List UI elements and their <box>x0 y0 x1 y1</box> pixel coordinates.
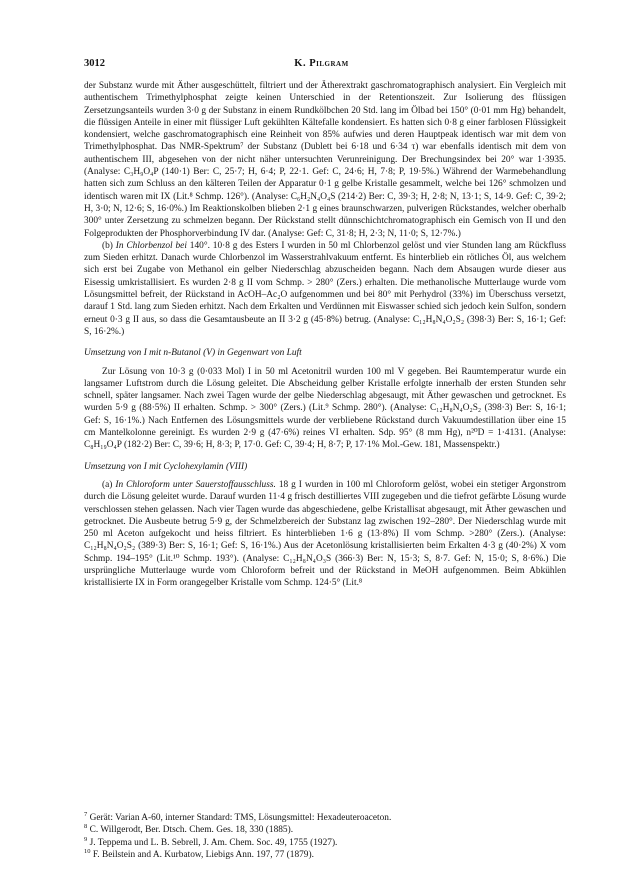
paragraph-4-text: 18 g I wurden in 100 ml Chloroform gelöst, wobei ein stetiger Argonstrom durch die Lösung geleitet wurde. Darauf wurden 11·4 g frisch destilliertes VIII zugegeben und die tiefrot gefärbte Lösung wurde verschlossen stehen gelassen. Nach vier Tagen wurde das abgeschiedene, gelbe Kristallisat abgesaugt, mit Äther gewaschen und getrocknet. Die Ausbeute betrug 5·9 g, der Schmelzbereich der Substanz lag zwischen 192–280°. Der Niederschlag wurde mit 250 ml Aceton aufgekocht und heiss filtriert. Es hinterblieben 1·6 g (13·8%) II vom Schmp. >280° (Zers.). (Analyse: C₁₂H₈N₄O₂S₂ (389·3) Ber: S, 16·1; Gef: S, 16·1%.) Aus der Acetonlösung kristallisierten beim Erkalten 4·3 g (40·2%) X vom Schmp. 194–195° (Lit.¹⁰ Schmp. 193°). (Analyse: C₁₂H₈N₄O₃S (366·3) Ber: N, 15·3; S, 8·7. Gef: N, 15·0; S, 8·6%.) Die ursprüngliche Mutterlauge wurde vom Chloroform befreit und der Rückstand in MeOH aufgenommen. Beim Abkühlen kristallisierte IX in Form orangegelber Kristalle vom Schmp. 124·5° (Lit.⁸ <box>84 479 566 589</box>
footnote <box>84 824 566 836</box>
paragraph-2-text: 140°. 10·8 g des Esters I wurden in 50 ml Chlorbenzol gelöst und vier Stunden lang am Rückfluss zum Sieden erhitzt. Danach wurde Chlorbenzol im Wasserstrahlvakuum entfernt. Es hinterblieb ein rötliches Öl, aus welchem sich erst bei Zugabe von Methanol ein gelber Niederschlag abzuscheiden begann. Nach dem Absaugen wurde dieser aus Eisessig umkristallisiert. Es wurden 2·8 g II vom Schmp. > 280° (Zers.) erhalten. Die methanolische Mutterlauge wurde vom Lösungsmittel befreit, der Rückstand in AcOH–Ac₂O aufgenommen und bei 80° mit Perhydrol (33%) im Überschuss versetzt, darauf 1 Std. lang zum Sieden erhitzt. Nach dem Erkalten und Verdünnen mit Eiswasser schied sich jedoch kein Sulfon, sondern erneut 0·3 g II aus, so dass die Gesamtausbeute an II 3·2 g (45·8%) betrug. (Analyse: C₁₂H₈N₄O₂S₂ (398·3) Ber: S, 16·1; Gef: S, 16·2%.) <box>84 240 567 337</box>
paragraph-1: der Substanz wurde mit Äther ausgeschüttelt, filtriert und der Ätherextrakt gaschromatographisch analysiert. Ein Vergleich mit authentischem Trimethylphosphat zeigte keinen Unterschied in der Retentionszeit. Zur Isolierung des flüssigen Zersetzungsanteils wurden 3·0 g der Substanz in einem Rundkölbchen 20 Std. lang im Ölbad bei 150° (0·01 mm Hg) behandelt, die flüssigen Anteile in einer mit flüssiger Luft gekühlten Kältefalle kondensiert. Es hatten sich 0·8 g einer farblosen Flüssigkeit kondensiert, welche gaschromatographisch eine Reinheit von 85% aufwies und deren Hauptpeak identisch war mit dem von Trimethylphosphat. Das NMR-Spektrum⁷ der Substanz (Dublett bei 6·18 und 6·34 τ) war ebenfalls identisch mit dem von authentischem III, abgesehen von der nicht näher untersuchten Verunreinigung. Der Brechungsindex bei 20° war 1·3935. (Analyse: C₃H₉O₄P (140·1) Ber: C, 25·7; H, 6·4; P, 22·1. Gef: C, 24·6; H, 7·8; P, 19·5%.) Während der Warmebehandlung hatten sich zum Schluss an den kälteren Teilen der Apparatur 0·1 g gelbe Kristalle gesammelt, welche bei 126° schmolzen und identisch waren mit IX (Lit.⁸ Schmp. 126°). (Analyse: C₆H₂N₄O₄S (214·2) Ber: C, 39·3; H, 2·8; N, 13·1; S, 14·9. Gef: C, 39·2; H, 3·0; N, 12·6; S, 16·0%.) Im Reaktionskolben blieben 2·1 g eines braunschwarzen, pulverigen Rückstandes, welcher oberhalb 300° unter Zersetzung zu schmelzen begann. Der Rückstand stellt dünnschichtchromatographisch ein Gemisch von II und den Folgeprodukten der Phosphorverbindung IV dar. (Analyse: Gef: C, 31·8; H, 2·3; N, 11·0; S, 12·7%.) <box>84 81 566 239</box>
section-title-cyclohexylamin: Umsetzung von I mit Cyclohexylamin (VIII) <box>84 461 248 472</box>
footnote-number: 8 <box>84 823 88 831</box>
running-author: K. Pilgram <box>294 58 349 69</box>
paragraph-3: Zur Lösung von 10·3 g (0·033 Mol) I in 50 ml Acetonitril wurden 100 ml V gegeben. Bei Raumtemperatur wurde ein langsamer Luftstrom durch die Lösung geleitet. Die Abscheidung gelber Kristalle erfolgte innerhalb der ersten Stunden sehr schnell, später langsamer. Nach zwei Tagen wurde der gelbe Niederschlag abgesaugt, mit Äther gewaschen und getrocknet. Es wurden 5·9 g (88·5%) II erhalten. Schmp. > 300° (Zers.) (Lit.⁹ Schmp. 280°). (Analyse: C₁₂H₈N₄O₂S₂ (398·3) Ber: S, 16·1; Gef: S, 16·1%.) Nach Entfernen des Lösungsmittels wurde der verbliebene Rückstand durch Vakuumdestillation über eine 15 cm Mantelkolonne gereinigt. Es wurden 2·9 g (47·6%) reines VI erhalten. Sdp. 95° (8 mm Hg), n²⁰D = 1·4131. (Analyse: C₈H₁₉O₄P (182·2) Ber: C, 39·6; H, 8·3; P, 17·0. Gef: C, 39·4; H, 8·7; P, 17·1% Mol.-Gew. 181, Massenspektr.) <box>84 366 566 451</box>
paragraph-2-lead: (b) <box>102 240 116 251</box>
page-number: 3012 <box>84 58 105 69</box>
footnote-text: Gerät: Varian A-60, interner Standard: TMS, Lösungsmittel: Hexadeuteroaceton. <box>89 813 392 823</box>
footnote <box>84 812 566 824</box>
paragraph-4-italic: In Chloroform unter Sauerstoffausschluss. <box>115 479 276 490</box>
paragraph-2-italic: In Chlorbenzol bei <box>115 240 187 251</box>
footnote-number: 9 <box>84 835 88 843</box>
paragraph-4-lead: (a) <box>102 479 116 490</box>
paragraph-4 <box>84 479 566 590</box>
paragraph-2 <box>84 240 566 338</box>
footnote-text: J. Teppema und L. B. Sebrell, J. Am. Chem. Soc. 49, 1755 (1927). <box>89 837 338 848</box>
page-header <box>84 58 566 80</box>
section-title-butanol: Umsetzung von I mit n-Butanol (V) in Gegenwart von Luft <box>84 348 302 359</box>
footnote-text: C. Willgerodt, Ber. Dtsch. Chem. Ges. 18, 330 (1885). <box>89 825 294 836</box>
footnotes <box>84 812 566 861</box>
footnote-number: 7 <box>84 810 88 818</box>
footnote-text: F. Beilstein and A. Kurbatow, Liebigs Ann. 197, 77 (1879). <box>92 849 314 860</box>
footnote <box>84 849 566 861</box>
footnote <box>84 837 566 849</box>
article-body <box>84 80 566 590</box>
footnote-number: 10 <box>84 847 91 855</box>
